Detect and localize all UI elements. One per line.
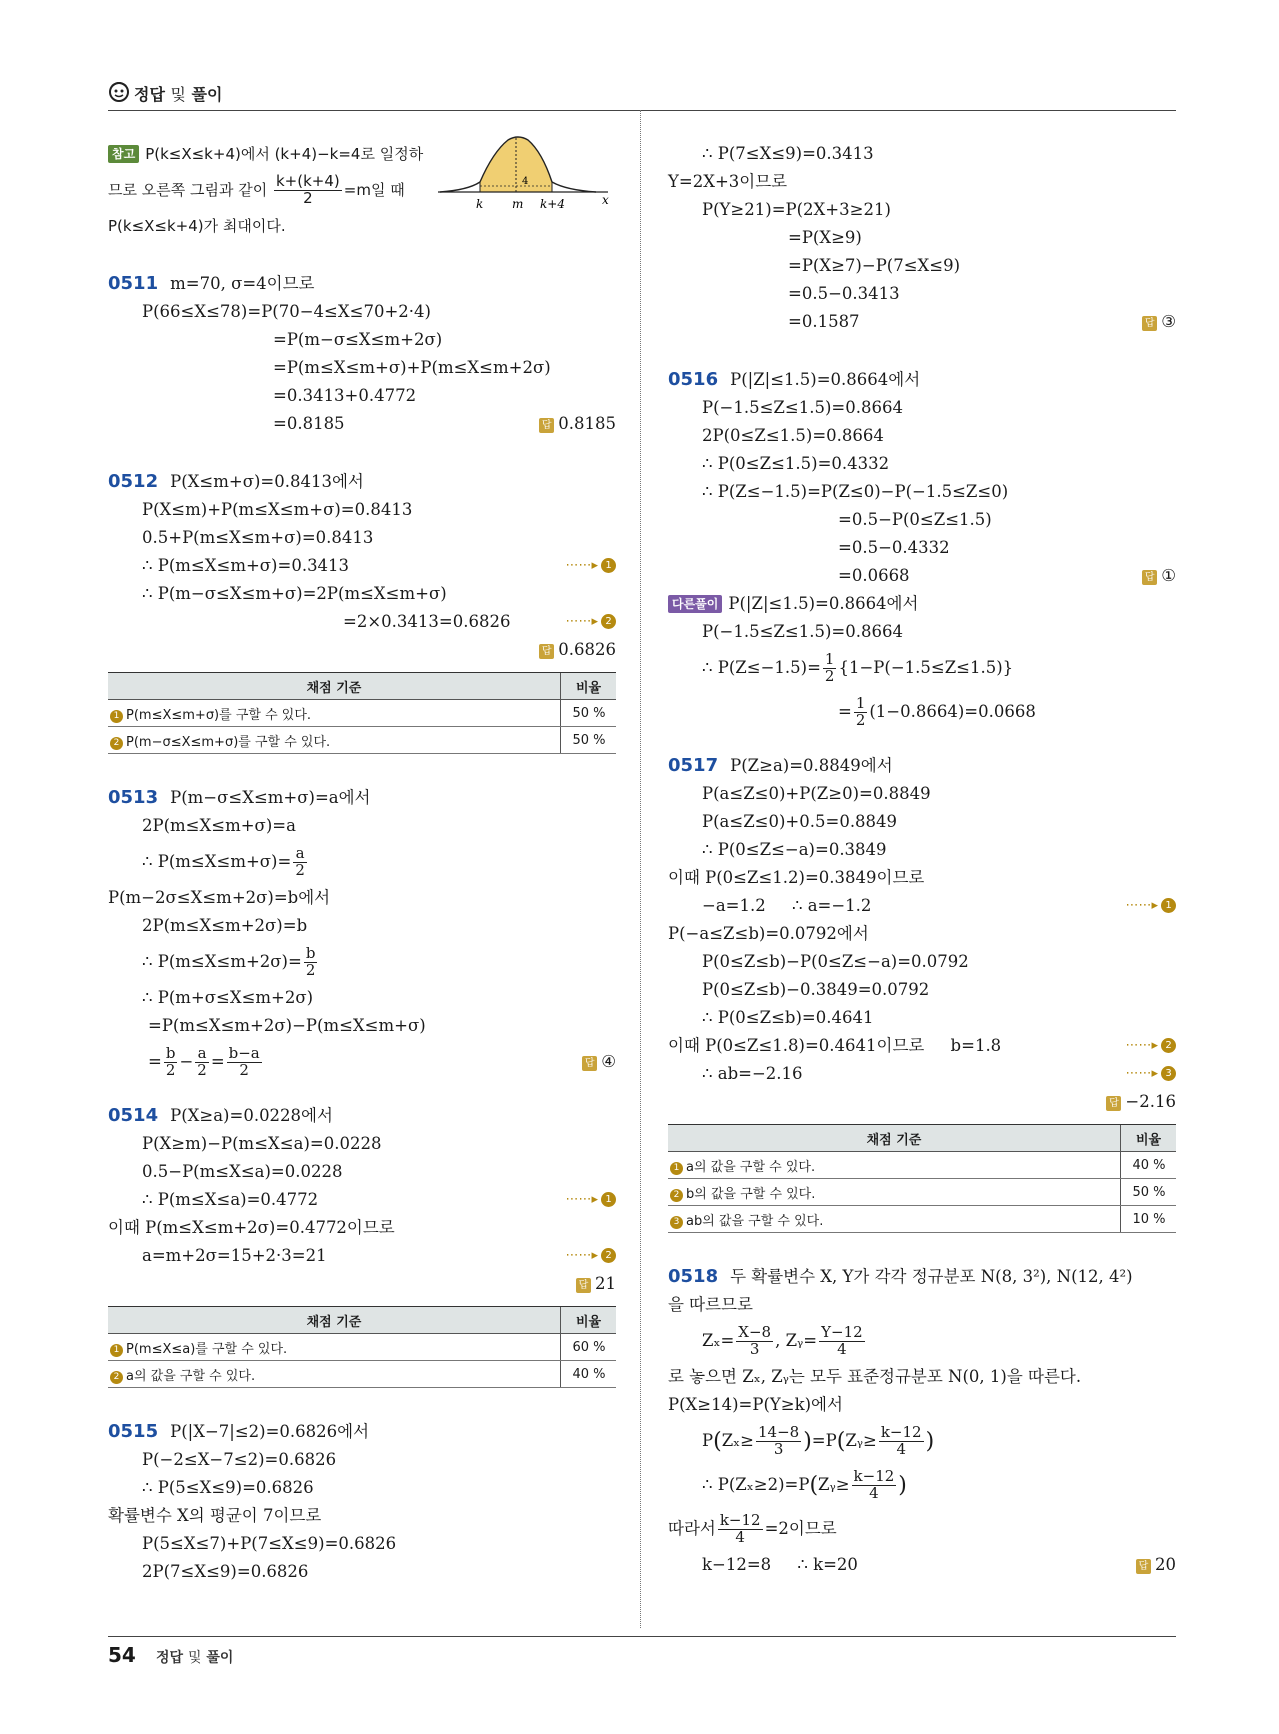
answer: 답 0.6826	[539, 636, 616, 664]
answer: 답 21	[576, 1270, 616, 1298]
table-row: 2 a의 값을 구할 수 있다. 40 %	[108, 1361, 616, 1388]
fig-label-x: x	[602, 193, 609, 207]
page-number: 54	[108, 1643, 136, 1667]
answer: 답 0.8185	[539, 410, 616, 438]
problem-number: 0511	[108, 273, 159, 294]
mascot-icon	[108, 80, 130, 102]
right-column	[668, 140, 1176, 1579]
page-footer	[108, 1636, 1176, 1667]
answer: 답 ③	[1142, 308, 1176, 336]
problem-0513: 0513 P(m−σ≤X≤m+σ)=a에서 2P(m≤X≤m+σ)=a ∴ P(m≤X≤m+σ)= $\frac{a}{2}$ P(m−2σ≤X≤m+2σ)=b에서 2P(m≤X≤m+2σ)=b ∴ P(m≤X≤m+2σ)= $\frac{b}{2}$ ∴ P(m+σ≤X≤m+2σ) =P(m≤X≤m+2σ)−P(m≤X≤m+σ) = $\frac{b}{2}$ − $\frac{a}{2}$ = $\frac{b-a}{2}$ 답 ④	[108, 784, 616, 1084]
alternative-solution-badge: 다른풀이	[668, 595, 722, 613]
step-marker-3: ⋯⋯▸ 3	[1125, 1060, 1176, 1088]
step-marker-1: ⋯⋯▸ 1	[1125, 892, 1176, 920]
answer: 답 ④	[582, 1040, 616, 1084]
scoring-table: 채점 기준 비율 1 a의 값을 구할 수 있다. 40 % 2 b의 값을 구할 수 있다. 50 % 3 ab의 값을 구할 수 있다. 10 %	[668, 1124, 1176, 1233]
step-marker-2: ⋯⋯▸ 2	[565, 608, 616, 636]
chamgo-badge: 참고	[108, 145, 139, 163]
table-row: 1 P(m≤X≤a)를 구할 수 있다. 60 %	[108, 1334, 616, 1361]
answer: 답 −2.16	[1106, 1088, 1176, 1116]
table-row: 1 P(m≤X≤m+σ)를 구할 수 있다. 50 %	[108, 700, 616, 727]
fig-label-k4: k+4	[540, 197, 565, 211]
problem-0516: 0516 P(|Z|≤1.5)=0.8664에서 P(−1.5≤Z≤1.5)=0.8664 2P(0≤Z≤1.5)=0.8664 ∴ P(0≤Z≤1.5)=0.4332 ∴ P(Z≤−1.5)=P(Z≤0)−P(−1.5≤Z≤0) =0.5−P(0≤Z≤1.5) =0.5−0.4332 =0.0668 답 ① 다른풀이 P(|Z|≤1.5)=0.8664에서 P(−1.5≤Z≤1.5)=0.8664 ∴ P(Z≤−1.5)= $\frac{1}{2}$ {1−P(−1.5≤Z≤1.5)} = $\frac{1}{2}$ (1−0.8664)=0.0668	[668, 369, 1176, 729]
answer: 답 20	[1136, 1551, 1176, 1579]
reference-note: 참고 P(k≤X≤k+4)에서 (k+4)−k=4로 일정하 므로 오른쪽 그림과 같이 $\frac{k+(k+4)}{2}$ =m일 때 P(k≤X≤k+4)가 최대이다. k m k+4 x 4	[108, 140, 616, 240]
left-column	[108, 140, 616, 1586]
answer: 답 ①	[1142, 562, 1176, 590]
step-marker-1: ⋯⋯▸ 1	[565, 1186, 616, 1214]
fig-label-m: m	[512, 197, 524, 211]
scoring-table: 채점 기준 비율 1 P(m≤X≤a)를 구할 수 있다. 60 % 2 a의 값을 구할 수 있다. 40 %	[108, 1306, 616, 1388]
problem-0515-part1: 0515 P(|X−7|≤2)=0.6826에서 P(−2≤X−7≤2)=0.6826 ∴ P(5≤X≤9)=0.6826 확률변수 X의 평균이 7이므로 P(5≤X≤7)+P(7≤X≤9)=0.6826 2P(7≤X≤9)=0.6826	[108, 1421, 397, 1581]
table-row: 2 b의 값을 구할 수 있다. 50 %	[668, 1179, 1176, 1206]
scoring-table: 채점 기준 비율 1 P(m≤X≤m+σ)를 구할 수 있다. 50 % 2 P(m−σ≤X≤m+σ)를 구할 수 있다. 50 %	[108, 672, 616, 754]
column-divider	[640, 110, 641, 1628]
normal-curve-figure	[438, 134, 618, 214]
problem-number: 0512	[108, 471, 159, 492]
problem-0511: 0511 m=70, σ=4이므로 P(66≤X≤78)=P(70−4≤X≤70+2·4) =P(m−σ≤X≤m+2σ) =P(m≤X≤m+σ)+P(m≤X≤m+2σ) =0.3413+0.4772 =0.8185 답 0.8185	[108, 270, 616, 438]
step-marker-2: ⋯⋯▸ 2	[1125, 1032, 1176, 1060]
step-marker-2: ⋯⋯▸ 2	[565, 1242, 616, 1270]
table-row: 2 P(m−σ≤X≤m+σ)를 구할 수 있다. 50 %	[108, 727, 616, 754]
problem-0514: 0514 P(X≥a)=0.0228에서 P(X≥m)−P(m≤X≤a)=0.0228 0.5−P(m≤X≤a)=0.0228 ∴ P(m≤X≤a)=0.4772 ⋯⋯▸ 1 이때 P(m≤X≤m+2σ)=0.4772이므로 a=m+2σ=15+2·3=21 ⋯⋯▸ 2 답 21 채점 기준 비율 1 P(m≤X≤a)를 구할 수 있다. 60 % 2 a의 값을 구할 수 있다. 40 %	[108, 1102, 616, 1388]
page-header	[108, 78, 1176, 111]
footer-title: 정답 및 풀이	[156, 1650, 234, 1666]
problem-0515-part2: ∴ P(7≤X≤9)=0.3413 Y=2X+3이므로 P(Y≥21)=P(2X+3≥21) =P(X≥9) =P(X≥7)−P(7≤X≤9) =0.5−0.3413 =0.1587 답 ③	[668, 140, 1176, 336]
fig-label-4: 4	[522, 176, 529, 187]
fig-label-k: k	[476, 197, 484, 211]
header-title: 정답 및 풀이	[134, 85, 223, 104]
table-row: 3 ab의 값을 구할 수 있다. 10 %	[668, 1206, 1176, 1233]
problem-0517: 0517 P(Z≥a)=0.8849에서 P(a≤Z≤0)+P(Z≥0)=0.8849 P(a≤Z≤0)+0.5=0.8849 ∴ P(0≤Z≤−a)=0.3849 이때 P(0≤Z≤1.2)=0.3849이므로 −a=1.2 ∴ a=−1.2 ⋯⋯▸ 1 P(−a≤Z≤b)=0.0792에서 P(0≤Z≤b)−P(0≤Z≤−a)=0.0792 P(0≤Z≤b)−0.3849=0.0792 ∴ P(0≤Z≤b)=0.4641 이때 P(0≤Z≤1.8)=0.4641이므로 b=1.8 ⋯⋯▸ 2 ∴ ab=−2.16 ⋯⋯▸ 3 답 −2.16 채점 기준 비율 1 a의 값을 구할 수 있다. 40 % 2 b의 값을 구할 수 있다. 50 % 3 ab의 값을 구할 수 있다. 10 %	[668, 752, 1176, 1233]
problem-0512: 0512 P(X≤m+σ)=0.8413에서 P(X≤m)+P(m≤X≤m+σ)=0.8413 0.5+P(m≤X≤m+σ)=0.8413 ∴ P(m≤X≤m+σ)=0.3413 ⋯⋯▸ 1 ∴ P(m−σ≤X≤m+σ)=2P(m≤X≤m+σ) =2×0.3413=0.6826 ⋯⋯▸ 2 답 0.6826 채점 기준 비율 1 P(m≤X≤m+σ)를 구할 수 있다. 50 % 2 P(m−σ≤X≤m+σ)를 구할 수 있다. 50 %	[108, 468, 616, 754]
fraction: $\frac{k+(k+4)}{2}$	[276, 172, 340, 207]
step-marker-1: ⋯⋯▸ 1	[565, 552, 616, 580]
table-row: 1 a의 값을 구할 수 있다. 40 %	[668, 1152, 1176, 1179]
problem-0518: 0518 두 확률변수 X, Y가 각각 정규분포 N(8, 3²), N(12, 4²) 을 따르므로 Zₓ= $\frac{X-8}{3}$ , Zᵧ= $\frac{Y-12}{4}$ 로 놓으면 Zₓ, Zᵧ는 모두 표준정규분포 N(0, 1)을 따른다. P(X≥14)=P(Y≥k)에서 P(Zₓ≥ $\frac{14-8}{3}$ )=P(Zᵧ≥ $\frac{k-12}{4}$ ) ∴ P(Zₓ≥2)=P(Zᵧ≥ $\frac{k-12}{4}$ ) 따라서 $\frac{k-12}{4}$ =2이므로 k−12=8 ∴ k=20 답 20	[668, 1263, 1176, 1579]
